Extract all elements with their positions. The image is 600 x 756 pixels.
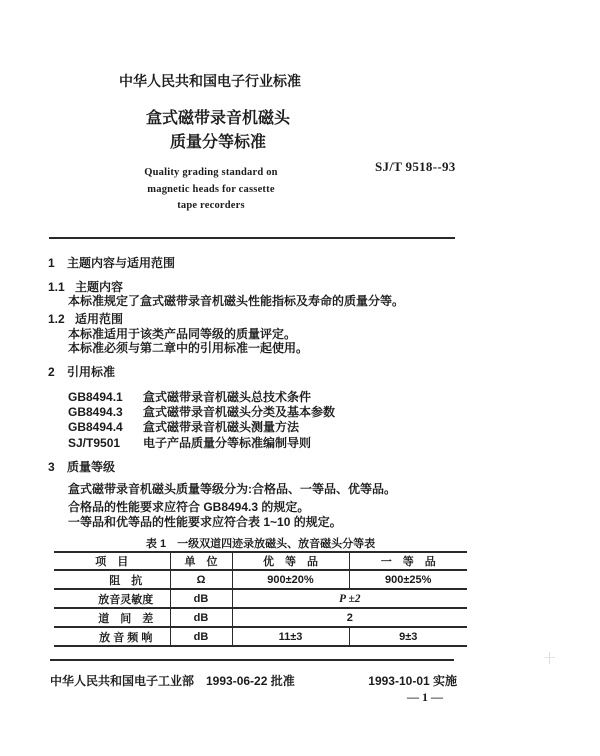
footer-divider: [50, 659, 454, 661]
reference-code: GB8494.4: [68, 420, 123, 434]
cell-premium-value: 900±20%: [232, 570, 349, 589]
grading-table: [54, 551, 467, 647]
section-number: 2: [48, 365, 55, 379]
section-number: 3: [48, 460, 55, 474]
title-en-line1: Quality grading standard on: [144, 167, 278, 178]
section-title: 主题内容: [75, 280, 124, 294]
reference-code: SJ/T9501: [68, 436, 121, 450]
title-en-line2: magnetic heads for cassette: [147, 183, 275, 195]
title-en-line3: tape recorders: [177, 200, 245, 211]
page-number: — 1 —: [407, 690, 443, 704]
section-2-heading: [48, 366, 115, 379]
reference-code: GB8494.3: [68, 405, 123, 419]
document-title-en: [140, 165, 282, 215]
section-number: 1.2: [48, 312, 65, 326]
table-header-row: [54, 552, 467, 570]
paragraph: 本标准规定了盒式磁带录音机磁头性能指标及寿命的质量分等。: [68, 294, 405, 308]
cell-unit: dB: [170, 608, 232, 627]
approval-statement: 中华人民共和国电子工业部 1993-06-22 批准: [50, 674, 295, 688]
cell-item: 放 音 频 响: [54, 627, 170, 646]
section-title: 适用范围: [75, 312, 124, 326]
section-1-1-heading: [48, 281, 123, 294]
cell-item: 放音灵敏度: [54, 589, 170, 608]
cell-item: 道 间 差: [54, 608, 170, 627]
table-row: [54, 589, 467, 608]
cell-merged-value: P ±2: [232, 589, 467, 608]
table-row: [54, 570, 467, 589]
paragraph: 合格品的性能要求应符合 GB8494.3 的规定。: [68, 500, 310, 514]
cell-unit: dB: [170, 627, 232, 646]
section-number: 1.1: [48, 280, 65, 294]
cell-item: 阻 抗: [54, 570, 170, 589]
document-title-zh: [145, 107, 291, 155]
paragraph: 本标准必须与第二章中的引用标准一起使用。: [68, 341, 309, 355]
section-1-heading: [48, 257, 175, 270]
cell-unit: dB: [170, 589, 232, 608]
table-caption: 表 1 一级双道四迹录放磁头、放音磁头分等表: [145, 538, 376, 550]
col-header-first: 一 等 品: [349, 552, 467, 570]
paragraph: 本标准适用于该类产品同等级的质量评定。: [68, 327, 297, 341]
title-zh-line1: 盒式磁带录音机磁头: [145, 110, 290, 127]
reference-name: 盒式磁带录音机磁头分类及基本参数: [143, 405, 336, 419]
col-header-unit: 单 位: [170, 552, 232, 570]
org-header: 中华人民共和国电子行业标准: [119, 73, 301, 89]
implementation-statement: 1993-10-01 实施: [368, 674, 457, 688]
col-header-item: 项 目: [54, 552, 170, 570]
standard-number: SJ/T 9518--93: [375, 159, 456, 174]
section-number: 1: [48, 256, 55, 270]
table-row: [54, 608, 467, 627]
table-row: [54, 627, 467, 646]
paragraph: 盒式磁带录音机磁头质量等级分为:合格品、一等品、优等品。: [68, 482, 396, 496]
reference-item: [68, 406, 335, 419]
reference-name: 盒式磁带录音机磁头总技术条件: [143, 390, 312, 404]
section-title: 引用标准: [67, 365, 116, 379]
reference-name: 电子产品质量分等标准编制导则: [143, 436, 312, 450]
reference-code: GB8494.1: [68, 390, 123, 404]
cell-merged-value: 2: [232, 608, 467, 627]
scan-artifact: [549, 652, 550, 664]
reference-item: [68, 437, 311, 450]
cell-first-value: 900±25%: [349, 570, 467, 589]
header-divider: [49, 237, 455, 239]
reference-item: [68, 391, 311, 404]
cell-premium-value: 11±3: [232, 627, 349, 646]
cell-unit: Ω: [170, 570, 232, 589]
reference-item: [68, 421, 299, 434]
reference-name: 盒式磁带录音机磁头测量方法: [143, 420, 300, 434]
paragraph: 一等品和优等品的性能要求应符合表 1~10 的规定。: [68, 515, 342, 529]
section-3-heading: [48, 461, 115, 474]
section-title: 质量等级: [67, 460, 116, 474]
section-title: 主题内容与适用范围: [67, 256, 176, 270]
footer: [50, 672, 457, 689]
cell-first-value: 9±3: [349, 627, 467, 646]
section-1-2-heading: [48, 313, 123, 326]
col-header-premium: 优 等 品: [232, 552, 349, 570]
title-zh-line2: 质量分等标准: [169, 134, 266, 151]
